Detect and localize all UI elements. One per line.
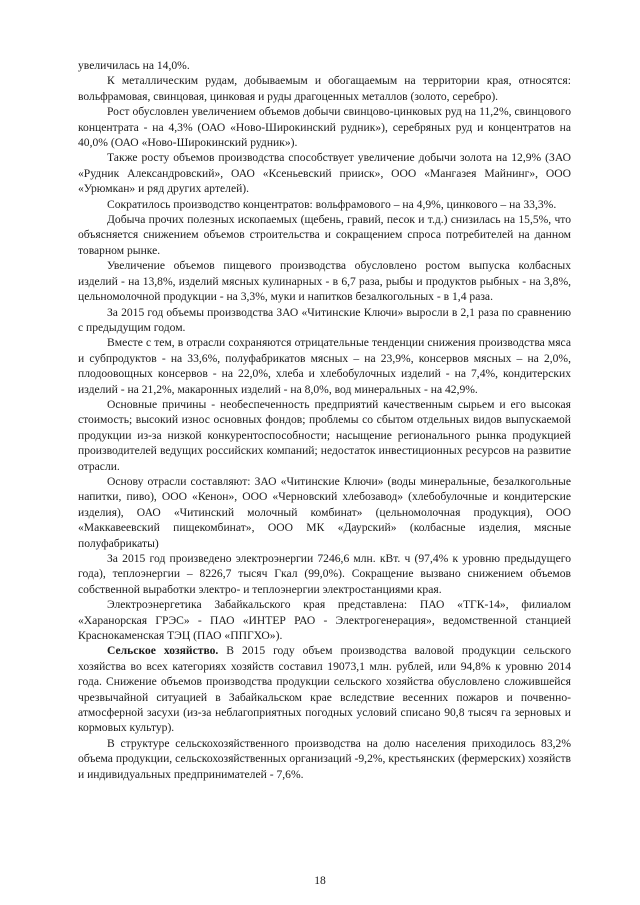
- paragraph-14-text: В 2015 году объем производства валовой продукции сельского хозяйства во всех категориях хозяйств составил 19073,1 млн. рублей, или 94,8% к уровню 2014 года. Снижение объемов производства продукции сельского хозяйства обусловлено сложившейся чрезвычайной ситуацией в Забайкальском крае вследствие весенних пожаров и почвенно-атмосферной засухи (из-за неблагоприятных погодных условий списано 90,8 тысяч га зерновых и кормовых культур).: [78, 644, 571, 735]
- paragraph-3: Рост обусловлен увеличением объемов добычи свинцово-цинковых руд на 11,2%, свинцового концентрата - на 4,3% (ОАО «Ново-Широкинский рудник»), серебряных руд и концентратов на 40,0% (ОАО «Ново-Широкинский рудник»).: [78, 105, 571, 150]
- paragraph-12: За 2015 год произведено электроэнергии 7246,6 млн. кВт. ч (97,4% к уровню предыдущего года), теплоэнергии – 8226,7 тысяч Гкал (99,0%). Сокращение вызвано снижением объемов собственной выработки электро- и теплоэнергии электростанциями края.: [78, 552, 571, 596]
- paragraph-2: К металлическим рудам, добываемым и обогащаемым на территории края, относятся: вольфрамовая, свинцовая, цинковая и руды драгоценных металлов (золото, серебро).: [78, 74, 571, 103]
- paragraph-9: Вместе с тем, в отрасли сохраняются отрицательные тенденции снижения производства мяса и субпродуктов - на 33,6%, полуфабрикатов мясных – на 23,9%, консервов мясных – на 2,0%, плодоовощных консервов - на 22,0%, хлеба и хлебобулочных изделий - на 7,4%, кондитерских изделий - на 21,2%, макаронных изделий - на 8,0%, вод минеральных - на 42,9%.: [78, 336, 571, 396]
- paragraph-4: Также росту объемов производства способствует увеличение добычи золота на 12,9% (ЗАО «Рудник Александровский», ОАО «Ксеньевский прииск», ООО «Мангазея Майнинг», ООО «Урюмкан» и ряд других артелей).: [78, 151, 571, 196]
- paragraph-10: Основные причины - необеспеченность предприятий качественным сырьем и его высокая стоимость; высокий износ основных фондов; проблемы со сбытом отдельных видов выпускаемой продукции из-за низкой конкурентоспособности; насыщение регионального рынка продукцией производителей ведущих российских компаний; недостаток инвестиционных ресурсов на развитие отрасли.: [78, 397, 571, 473]
- paragraph-15: В структуре сельскохозяйственного производства на долю населения приходилось 83,2% объема продукции, сельскохозяйственных организаций -9,2%, крестьянских (фермерских) хозяйств и индивидуальных предпринимателей - 7,6%.: [78, 736, 571, 781]
- page-number: 18: [314, 874, 326, 887]
- paragraph-6: Добыча прочих полезных ископаемых (щебень, гравий, песок и т.д.) снизилась на 15,5%, что объясняется снижением объемов строительства и сокращением спроса потребителей на данном товарном рынке.: [78, 213, 571, 257]
- paragraph-5: Сократилось производство концентратов: вольфрамового – на 4,9%, цинкового – на 33,3%.: [107, 197, 557, 211]
- paragraph-14: [78, 643, 571, 735]
- section-heading-agriculture: Сельское хозяйство.: [107, 644, 219, 658]
- paragraph-13: Электроэнергетика Забайкальского края представлена: ПАО «ТГК-14», филиалом «Харанорская ГРЭС» - ПАО «ИНТЕР РАО - Электрогенерация», ведомственной станцией Краснокаменская ТЭЦ (ПАО «ППГХО»).: [78, 598, 571, 643]
- paragraph-11: Основу отрасли составляют: ЗАО «Читинские Ключи» (воды минеральные, безалкогольные напитки, пиво), ООО «Кенон», ООО «Черновский хлебозавод» (хлебобулочные и кондитерские изделия), ОАО «Читинский молочный комбинат» (цельномолочная продукция), ООО «Маккавеевский пищекомбинат», ООО МК «Даурский» (колбасные изделия, мясные полуфабрикаты): [78, 474, 571, 550]
- paragraph-7: Увеличение объемов пищевого производства обусловлено ростом выпуска колбасных изделий - на 13,8%, изделий мясных кулинарных - в 6,7 раза, рыбы и продуктов рыбных - на 3,8%, цельномолочной продукции - на 3,3%, муки и напитков безалкогольных - в 1,4 раза.: [78, 259, 571, 304]
- paragraph-8: За 2015 год объемы производства ЗАО «Читинские Ключи» выросли в 2,1 раза по сравнению с предыдущим годом.: [78, 305, 571, 334]
- paragraph-1: увеличилась на 14,0%.: [78, 59, 190, 72]
- document-page: [78, 58, 571, 782]
